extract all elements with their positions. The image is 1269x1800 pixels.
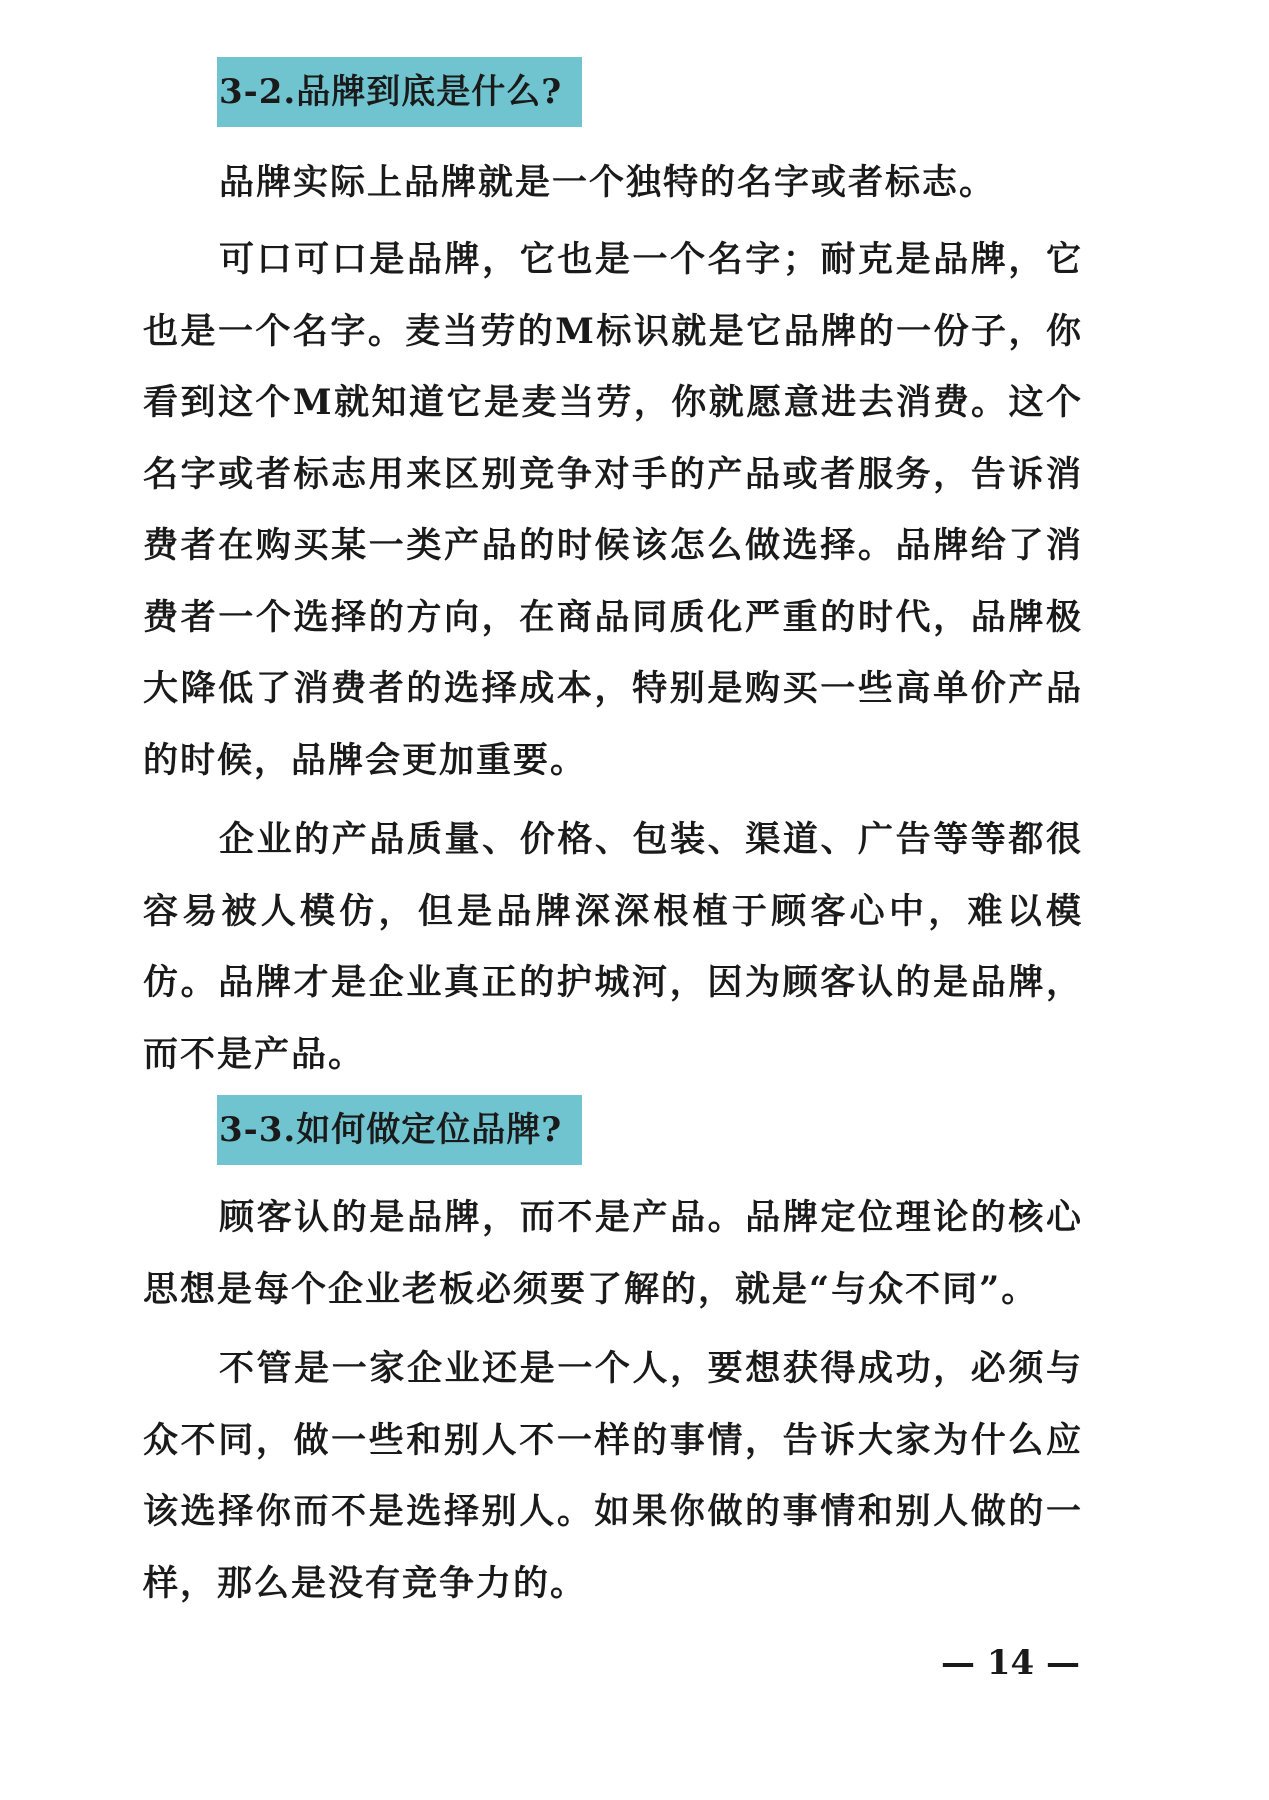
paragraph: 可口可口是品牌，它也是一个名字；耐克是品牌，它也是一个名字。麦当劳的M标识就是它品牌的一份子，你看到这个M就知道它是麦当劳，你就愿意进去消费。这个名字或者标志用来区别竞争对手的产品或者服务，告诉消费者在购买某一类产品的时候该怎么做选择。品牌给了消费者一个选择的方向，在商品同质化严重的时代，品牌极大降低了消费者的选择成本，特别是购买一些高单价产品的时候，品牌会更加重要。 — [143, 239, 1083, 781]
page-number: — 14 — — [941, 1643, 1080, 1683]
paragraph: 品牌实际上品牌就是一个独特的名字或者标志。 — [219, 162, 997, 203]
paragraph: 不管是一家企业还是一个人，要想获得成功，必须与众不同，做一些和别人不一样的事情，告诉大家为什么应该选择你而不是选择别人。如果你做的事情和别人做的一样，那么是没有竞争力的。 — [143, 1348, 1083, 1604]
section-heading-brand-definition: 3-2.品牌到底是什么? — [217, 57, 582, 127]
paragraph: 企业的产品质量、价格、包装、渠道、广告等等都很容易被人模仿，但是品牌深深根植于顾客心中，难以模仿。品牌才是企业真正的护城河，因为顾客认的是品牌，而不是产品。 — [143, 819, 1083, 1075]
section-heading-brand-positioning: 3-3.如何做定位品牌? — [217, 1095, 582, 1165]
paragraph: 顾客认的是品牌，而不是产品。品牌定位理论的核心思想是每个企业老板必须要了解的，就是“与众不同”。 — [143, 1197, 1083, 1310]
